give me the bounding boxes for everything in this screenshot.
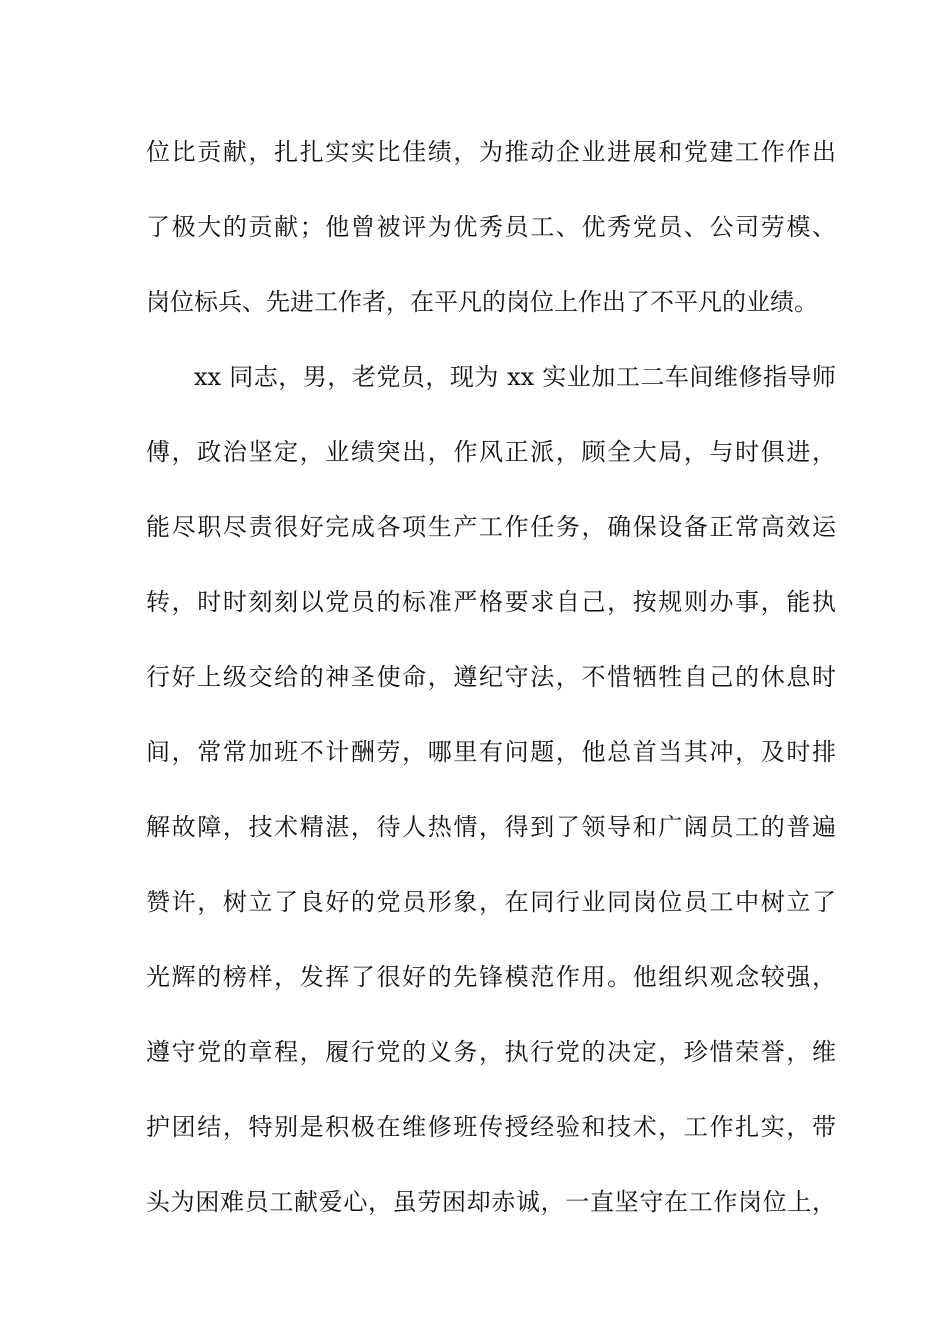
body-text (146, 133, 836, 1258)
text-line-9: 间，常常加班不计酬劳，哪里有问题，他总首当其冲，及时排 (146, 738, 836, 766)
text-line-4: xx 同志，男，老党员，现为 xx 实业加工二车间维修指导师 (194, 363, 836, 391)
text-line-1: 位比贡献，扎扎实实比佳绩，为推动企业进展和党建工作作出 (146, 138, 836, 166)
text-line-12: 光辉的榜样，发挥了很好的先锋模范作用。他组织观念较强， (146, 963, 836, 991)
text-line-2: 了极大的贡献；他曾被评为优秀员工、优秀党员、公司劳模、 (146, 213, 836, 241)
text-line-6: 能尽职尽责很好完成各项生产工作任务，确保设备正常高效运 (146, 513, 836, 541)
text-line-11: 赞许，树立了良好的党员形象，在同行业同岗位员工中树立了 (146, 888, 836, 916)
text-line-14: 护团结，特别是积极在维修班传授经验和技术，工作扎实，带 (146, 1113, 836, 1141)
text-line-13: 遵守党的章程，履行党的义务，执行党的决定，珍惜荣誉，维 (146, 1038, 836, 1066)
text-line-3: 岗位标兵、先进工作者，在平凡的岗位上作出了不平凡的业绩。 (146, 288, 818, 316)
text-line-10: 解故障，技术精湛，待人热情，得到了领导和广阔员工的普遍 (146, 813, 836, 841)
text-line-8: 行好上级交给的神圣使命，遵纪守法，不惜牺牲自己的休息时 (146, 663, 836, 691)
text-line-5: 傅，政治坚定，业绩突出，作风正派，顾全大局，与时俱进， (146, 438, 836, 466)
text-line-15: 头为困难员工献爱心，虽劳困却赤诚，一直坚守在工作岗位上， (146, 1188, 836, 1216)
text-line-7: 转，时时刻刻以党员的标准严格要求自己，按规则办事，能执 (146, 588, 836, 616)
